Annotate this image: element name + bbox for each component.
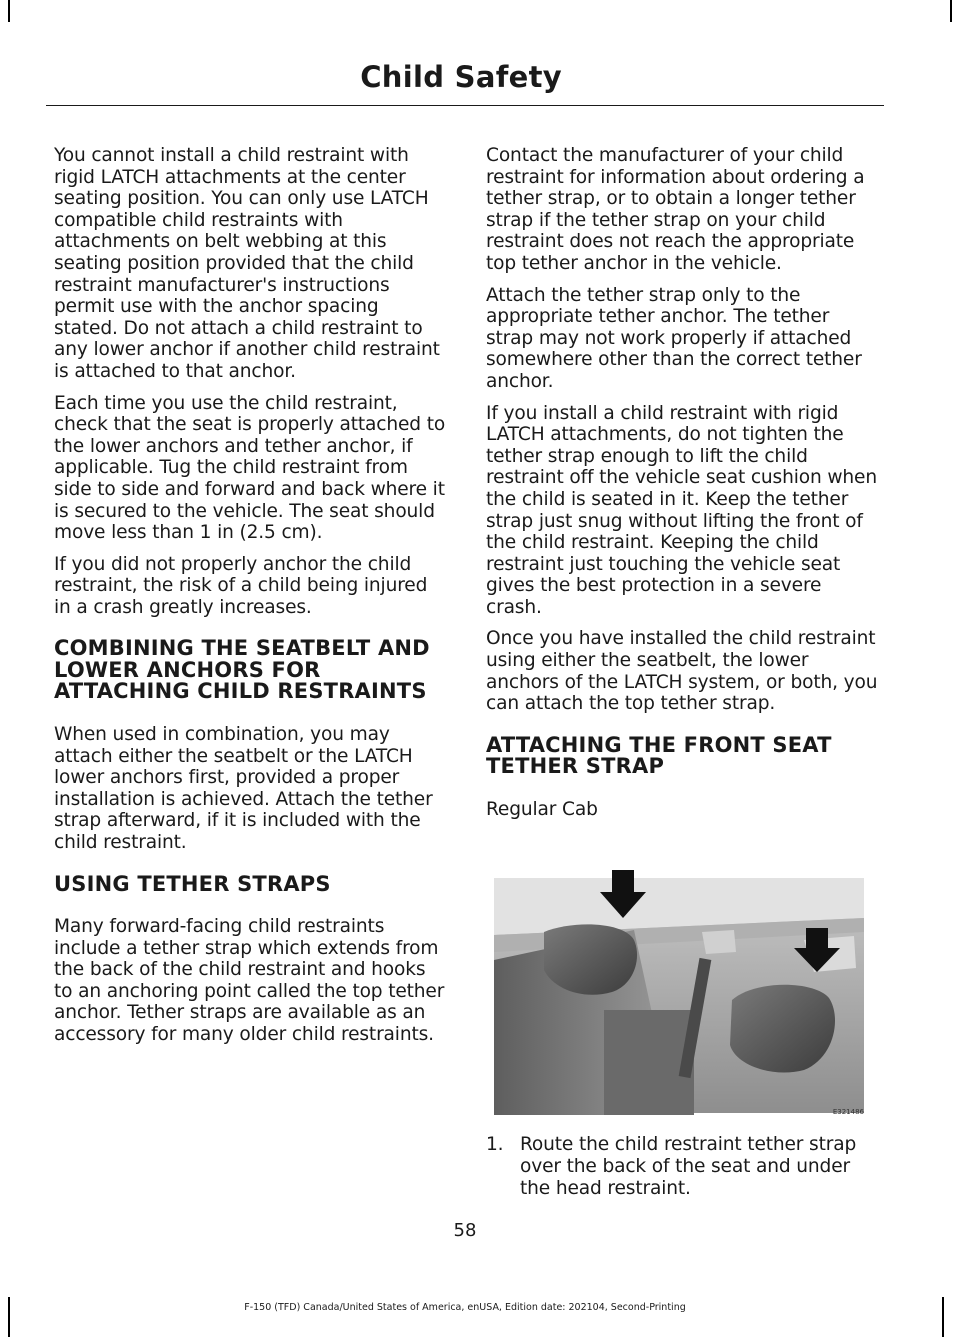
seat-illustration-svg	[484, 840, 868, 1118]
paragraph: You cannot install a child restraint with rigid LATCH attachments at the center seating position. You can only use LATCH compatible child restraints with attachments on belt webbing at this seating position provided that the child restraint manufacturer's instructions permit use with the anchor spacing stated. Do not attach a child restraint to any lower anchor if another child restraint is attached to that anchor.	[54, 145, 440, 382]
paragraph: Contact the manufacturer of your child restraint for information about ordering a tether strap, or to obtain a longer tether strap if the tether strap on your child restraint does not reach the appropriate top tether anchor in the vehicle.	[486, 145, 865, 274]
step-number: 1.	[486, 1134, 504, 1156]
page-number: 58	[453, 1220, 477, 1241]
section-heading: COMBINING THE SEATBELT AND LOWER ANCHORS FOR ATTACHING CHILD RESTRAINTS	[54, 636, 430, 704]
section-heading: USING TETHER STRAPS	[54, 871, 331, 896]
section-heading: ATTACHING THE FRONT SEAT TETHER STRAP	[486, 732, 832, 779]
paragraph: Once you have installed the child restraint using either the seatbelt, the lower anchors of the LATCH system, or both, you can attach the top tether strap.	[486, 628, 878, 715]
paragraph: Many forward-facing child restraints include a tether strap which extends from the back of the child restraint and hooks to an anchoring point called the top tether anchor. Tether straps are available as an accessory for many older child restraints.	[54, 916, 445, 1045]
crop-mark	[950, 0, 952, 22]
instruction-step	[486, 1134, 878, 1199]
left-column	[54, 145, 446, 1056]
paragraph: If you did not properly anchor the child restraint, the risk of a child being injured in a crash greatly increases.	[54, 553, 428, 618]
footer-edition: F-150 (TFD) Canada/United States of America, enUSA, Edition date: 202104, Second-Printing	[244, 1302, 686, 1313]
right-column	[486, 145, 878, 1199]
page-header-title: Child Safety	[360, 60, 562, 94]
step-text: Route the child restraint tether strap over the back of the seat and under the head restraint.	[520, 1134, 857, 1199]
header-divider	[46, 105, 884, 106]
crop-mark	[8, 0, 10, 22]
figure-subtitle: Regular Cab	[486, 798, 598, 820]
paragraph: Attach the tether strap only to the appropriate tether anchor. The tether strap may not work properly if attached somewhere other than the correct tether anchor.	[486, 284, 862, 392]
tether-anchor-illustration	[484, 840, 868, 1118]
figure-code: E321486	[832, 1108, 864, 1117]
crop-mark	[942, 1297, 944, 1337]
paragraph: When used in combination, you may attach either the seatbelt or the LATCH lower anchors first, provided a proper installation is achieved. Attach the tether strap afterward, if it is included with the child restraint.	[54, 723, 433, 853]
paragraph: If you install a child restraint with rigid LATCH attachments, do not tighten the tether strap enough to lift the child restraint off the vehicle seat cushion when the child is seated in it. Keep the tether strap just snug without lifting the front of the child restraint. Keeping the child restraint just touching the vehicle seat gives the best protection in a severe crash.	[486, 402, 877, 618]
paragraph: Each time you use the child restraint, check that the seat is properly attached to the lower anchors and tether anchor, if applicable. Tug the child restraint from side to side and forward and back where it is secured to the vehicle. The seat should move less than 1 in (2.5 cm).	[54, 392, 446, 544]
